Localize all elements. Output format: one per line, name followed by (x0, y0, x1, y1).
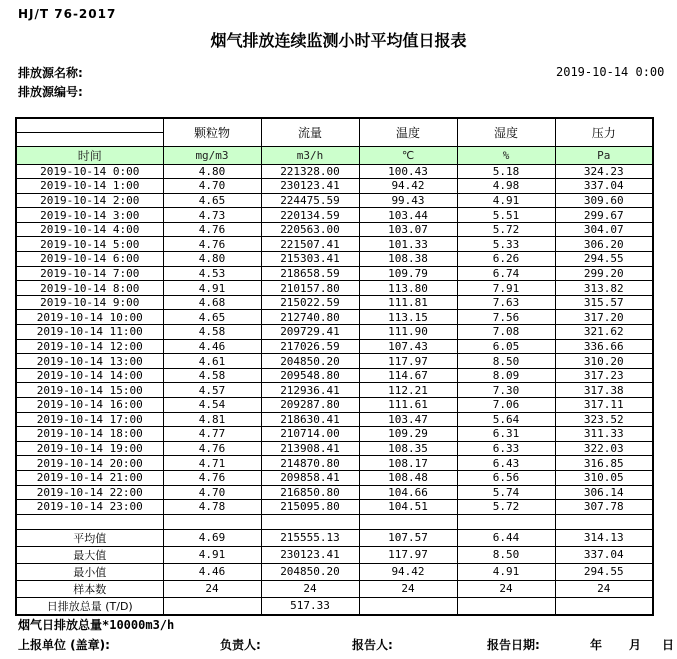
value-cell: 215303.41 (261, 252, 359, 267)
source-name-label: 排放源名称: (18, 66, 83, 80)
value-cell: 218630.41 (261, 412, 359, 427)
value-cell: 306.20 (555, 237, 653, 252)
summary-label-cell: 最小值 (16, 563, 163, 580)
value-cell: 6.44 (457, 529, 555, 546)
value-cell: 4.91 (457, 193, 555, 208)
source-code-label: 排放源编号: (18, 85, 83, 99)
value-cell: 212740.80 (261, 310, 359, 325)
value-cell: 117.97 (359, 546, 457, 563)
day-label: 日 (662, 638, 675, 652)
empty-cell (457, 514, 555, 529)
time-cell: 2019-10-14 21:00 (16, 470, 163, 485)
value-cell: 310.20 (555, 354, 653, 369)
value-cell: 209858.41 (261, 470, 359, 485)
value-cell: 224475.59 (261, 193, 359, 208)
value-cell: 6.43 (457, 456, 555, 471)
column-header-flow: 流量 (261, 118, 359, 146)
table-row (16, 325, 653, 340)
table-row (16, 164, 653, 179)
time-cell: 2019-10-14 14:00 (16, 368, 163, 383)
value-cell: 313.82 (555, 281, 653, 296)
value-cell: 6.26 (457, 252, 555, 267)
value-cell: 4.76 (163, 441, 261, 456)
value-cell: 4.91 (163, 546, 261, 563)
value-cell: 4.58 (163, 325, 261, 340)
value-cell: 210157.80 (261, 281, 359, 296)
time-cell: 2019-10-14 12:00 (16, 339, 163, 354)
value-cell: 103.44 (359, 208, 457, 223)
spacer-row (16, 514, 653, 529)
value-cell: 4.77 (163, 427, 261, 442)
value-cell: 4.58 (163, 368, 261, 383)
value-cell: 108.38 (359, 252, 457, 267)
value-cell: 4.81 (163, 412, 261, 427)
column-header-temperature: 温度 (359, 118, 457, 146)
value-cell: 4.91 (163, 281, 261, 296)
value-cell: 4.61 (163, 354, 261, 369)
time-cell: 2019-10-14 6:00 (16, 252, 163, 267)
table-row (16, 281, 653, 296)
value-cell: 4.78 (163, 500, 261, 515)
time-cell: 2019-10-14 10:00 (16, 310, 163, 325)
time-cell: 2019-10-14 23:00 (16, 500, 163, 515)
value-cell: 317.23 (555, 368, 653, 383)
table-row (16, 597, 653, 615)
time-cell: 2019-10-14 1:00 (16, 179, 163, 194)
value-cell: 209287.80 (261, 398, 359, 413)
value-cell: 104.51 (359, 500, 457, 515)
value-cell: 113.15 (359, 310, 457, 325)
value-cell: 299.20 (555, 266, 653, 281)
table-row (16, 252, 653, 267)
value-cell: 309.60 (555, 193, 653, 208)
reporter-label: 报告人: (352, 638, 393, 652)
value-cell: 215022.59 (261, 295, 359, 310)
value-cell: 107.43 (359, 339, 457, 354)
value-cell: 112.21 (359, 383, 457, 398)
table-row (16, 485, 653, 500)
value-cell: 517.33 (261, 597, 359, 615)
table-row (16, 354, 653, 369)
value-cell: 209729.41 (261, 325, 359, 340)
value-cell: 4.91 (457, 563, 555, 580)
value-cell: 6.74 (457, 266, 555, 281)
value-cell: 103.47 (359, 412, 457, 427)
unit-cell-pressure: Pa (555, 146, 653, 164)
unit-cell-humidity: % (457, 146, 555, 164)
table-row (16, 398, 653, 413)
value-cell: 212936.41 (261, 383, 359, 398)
table-row (16, 500, 653, 515)
time-column-header: 时间 (16, 146, 163, 164)
value-cell: 6.56 (457, 470, 555, 485)
value-cell: 5.64 (457, 412, 555, 427)
value-cell: 311.33 (555, 427, 653, 442)
value-cell: 108.48 (359, 470, 457, 485)
value-cell: 7.06 (457, 398, 555, 413)
table-row (16, 222, 653, 237)
value-cell: 310.05 (555, 470, 653, 485)
table-row (16, 456, 653, 471)
time-cell: 2019-10-14 4:00 (16, 222, 163, 237)
value-cell: 314.13 (555, 529, 653, 546)
value-cell: 220134.59 (261, 208, 359, 223)
value-cell: 304.07 (555, 222, 653, 237)
value-cell: 4.70 (163, 485, 261, 500)
value-cell: 4.54 (163, 398, 261, 413)
value-cell: 215555.13 (261, 529, 359, 546)
value-cell: 337.04 (555, 179, 653, 194)
data-rows (16, 164, 653, 514)
table-row (16, 427, 653, 442)
value-cell: 99.43 (359, 193, 457, 208)
value-cell: 4.69 (163, 529, 261, 546)
value-cell: 24 (261, 580, 359, 597)
table-row (16, 310, 653, 325)
value-cell: 4.46 (163, 563, 261, 580)
table-row (16, 237, 653, 252)
value-cell: 324.23 (555, 164, 653, 179)
value-cell (555, 597, 653, 615)
value-cell: 7.08 (457, 325, 555, 340)
value-cell: 7.56 (457, 310, 555, 325)
value-cell: 4.76 (163, 470, 261, 485)
value-cell: 4.65 (163, 310, 261, 325)
table-row (16, 529, 653, 546)
empty-cell (16, 514, 163, 529)
time-cell: 2019-10-14 11:00 (16, 325, 163, 340)
value-cell: 316.85 (555, 456, 653, 471)
value-cell: 209548.80 (261, 368, 359, 383)
value-cell: 103.07 (359, 222, 457, 237)
unit-cell-flow: m3/h (261, 146, 359, 164)
standard-number: HJ/T 76-2017 (18, 7, 117, 21)
value-cell: 214870.80 (261, 456, 359, 471)
value-cell (457, 597, 555, 615)
time-cell: 2019-10-14 18:00 (16, 427, 163, 442)
value-cell: 221507.41 (261, 237, 359, 252)
value-cell: 306.14 (555, 485, 653, 500)
value-cell: 104.66 (359, 485, 457, 500)
value-cell: 24 (359, 580, 457, 597)
value-cell: 337.04 (555, 546, 653, 563)
value-cell: 6.31 (457, 427, 555, 442)
summary-rows (16, 514, 653, 615)
time-cell: 2019-10-14 22:00 (16, 485, 163, 500)
value-cell: 113.80 (359, 281, 457, 296)
empty-cell (261, 514, 359, 529)
value-cell: 111.81 (359, 295, 457, 310)
value-cell: 4.80 (163, 252, 261, 267)
table-row (16, 412, 653, 427)
value-cell: 8.50 (457, 546, 555, 563)
value-cell: 111.61 (359, 398, 457, 413)
value-cell: 109.79 (359, 266, 457, 281)
summary-label-cell: 最大值 (16, 546, 163, 563)
value-cell: 5.72 (457, 500, 555, 515)
value-cell: 108.35 (359, 441, 457, 456)
table-row (16, 368, 653, 383)
table-row (16, 295, 653, 310)
time-cell: 2019-10-14 9:00 (16, 295, 163, 310)
value-cell: 294.55 (555, 563, 653, 580)
value-cell: 8.09 (457, 368, 555, 383)
value-cell: 4.68 (163, 295, 261, 310)
value-cell: 216850.80 (261, 485, 359, 500)
time-cell: 2019-10-14 13:00 (16, 354, 163, 369)
summary-label-cell: 日排放总量 (T/D) (16, 597, 163, 615)
empty-cell (359, 514, 457, 529)
value-cell: 215095.80 (261, 500, 359, 515)
value-cell: 213908.41 (261, 441, 359, 456)
value-cell: 204850.20 (261, 354, 359, 369)
time-cell: 2019-10-14 7:00 (16, 266, 163, 281)
unit-cell-particulate: mg/m3 (163, 146, 261, 164)
value-cell: 5.51 (457, 208, 555, 223)
time-cell: 2019-10-14 2:00 (16, 193, 163, 208)
time-cell: 2019-10-14 16:00 (16, 398, 163, 413)
table-row (16, 546, 653, 563)
value-cell: 4.76 (163, 222, 261, 237)
value-cell: 4.65 (163, 193, 261, 208)
column-header-pressure: 压力 (555, 118, 653, 146)
value-cell: 5.33 (457, 237, 555, 252)
value-cell: 4.80 (163, 164, 261, 179)
value-cell: 24 (555, 580, 653, 597)
value-cell: 101.33 (359, 237, 457, 252)
value-cell: 315.57 (555, 295, 653, 310)
value-cell: 5.18 (457, 164, 555, 179)
table-row (16, 563, 653, 580)
value-cell: 108.17 (359, 456, 457, 471)
time-cell: 2019-10-14 17:00 (16, 412, 163, 427)
summary-label-cell: 平均值 (16, 529, 163, 546)
time-cell: 2019-10-14 8:00 (16, 281, 163, 296)
report-unit-label: 上报单位 (盖章): (18, 638, 110, 652)
value-cell: 24 (163, 580, 261, 597)
total-emission-note: 烟气日排放总量*10000m3/h (18, 618, 175, 632)
unit-cell-temperature: ℃ (359, 146, 457, 164)
empty-cell (555, 514, 653, 529)
value-cell: 94.42 (359, 563, 457, 580)
value-cell: 221328.00 (261, 164, 359, 179)
value-cell: 6.33 (457, 441, 555, 456)
time-cell: 2019-10-14 15:00 (16, 383, 163, 398)
table-row (16, 383, 653, 398)
column-header-particulate: 颗粒物 (163, 118, 261, 146)
month-label: 月 (629, 638, 642, 652)
value-cell: 109.29 (359, 427, 457, 442)
year-label: 年 (590, 638, 603, 652)
table-row (16, 193, 653, 208)
value-cell (359, 597, 457, 615)
time-cell: 2019-10-14 20:00 (16, 456, 163, 471)
value-cell: 220563.00 (261, 222, 359, 237)
empty-cell (163, 514, 261, 529)
value-cell: 4.98 (457, 179, 555, 194)
time-cell: 2019-10-14 5:00 (16, 237, 163, 252)
table-row (16, 580, 653, 597)
value-cell: 217026.59 (261, 339, 359, 354)
header-empty-cell (16, 118, 163, 132)
value-cell: 6.05 (457, 339, 555, 354)
table-row (16, 208, 653, 223)
value-cell: 307.78 (555, 500, 653, 515)
value-cell: 117.97 (359, 354, 457, 369)
column-header-humidity: 湿度 (457, 118, 555, 146)
page-title: 烟气排放连续监测小时平均值日报表 (210, 31, 467, 50)
value-cell: 24 (457, 580, 555, 597)
table-row (16, 339, 653, 354)
value-cell: 317.20 (555, 310, 653, 325)
responsible-person-label: 负责人: (220, 638, 261, 652)
value-cell: 4.57 (163, 383, 261, 398)
value-cell: 218658.59 (261, 266, 359, 281)
value-cell: 321.62 (555, 325, 653, 340)
value-cell: 322.03 (555, 441, 653, 456)
value-cell: 5.74 (457, 485, 555, 500)
value-cell: 114.67 (359, 368, 457, 383)
table-header (16, 118, 653, 164)
value-cell: 317.11 (555, 398, 653, 413)
report-datetime: 2019-10-14 0:00 (556, 65, 665, 79)
table-row (16, 441, 653, 456)
value-cell: 4.71 (163, 456, 261, 471)
value-cell: 7.30 (457, 383, 555, 398)
value-cell: 8.50 (457, 354, 555, 369)
table-row (16, 179, 653, 194)
value-cell: 323.52 (555, 412, 653, 427)
value-cell: 336.66 (555, 339, 653, 354)
value-cell (163, 597, 261, 615)
value-cell: 4.76 (163, 237, 261, 252)
header-empty-cell (16, 132, 163, 146)
value-cell: 299.67 (555, 208, 653, 223)
value-cell: 317.38 (555, 383, 653, 398)
table-row (16, 266, 653, 281)
value-cell: 7.91 (457, 281, 555, 296)
value-cell: 4.70 (163, 179, 261, 194)
value-cell: 4.53 (163, 266, 261, 281)
value-cell: 4.46 (163, 339, 261, 354)
value-cell: 230123.41 (261, 179, 359, 194)
value-cell: 204850.20 (261, 563, 359, 580)
value-cell: 210714.00 (261, 427, 359, 442)
value-cell: 7.63 (457, 295, 555, 310)
value-cell: 294.55 (555, 252, 653, 267)
summary-label-cell: 样本数 (16, 580, 163, 597)
time-cell: 2019-10-14 0:00 (16, 164, 163, 179)
report-date-label: 报告日期: (487, 638, 540, 652)
value-cell: 5.72 (457, 222, 555, 237)
table-row (16, 470, 653, 485)
value-cell: 4.73 (163, 208, 261, 223)
time-cell: 2019-10-14 19:00 (16, 441, 163, 456)
value-cell: 107.57 (359, 529, 457, 546)
value-cell: 94.42 (359, 179, 457, 194)
time-cell: 2019-10-14 3:00 (16, 208, 163, 223)
hourly-average-table (15, 117, 654, 616)
value-cell: 230123.41 (261, 546, 359, 563)
value-cell: 100.43 (359, 164, 457, 179)
value-cell: 111.90 (359, 325, 457, 340)
